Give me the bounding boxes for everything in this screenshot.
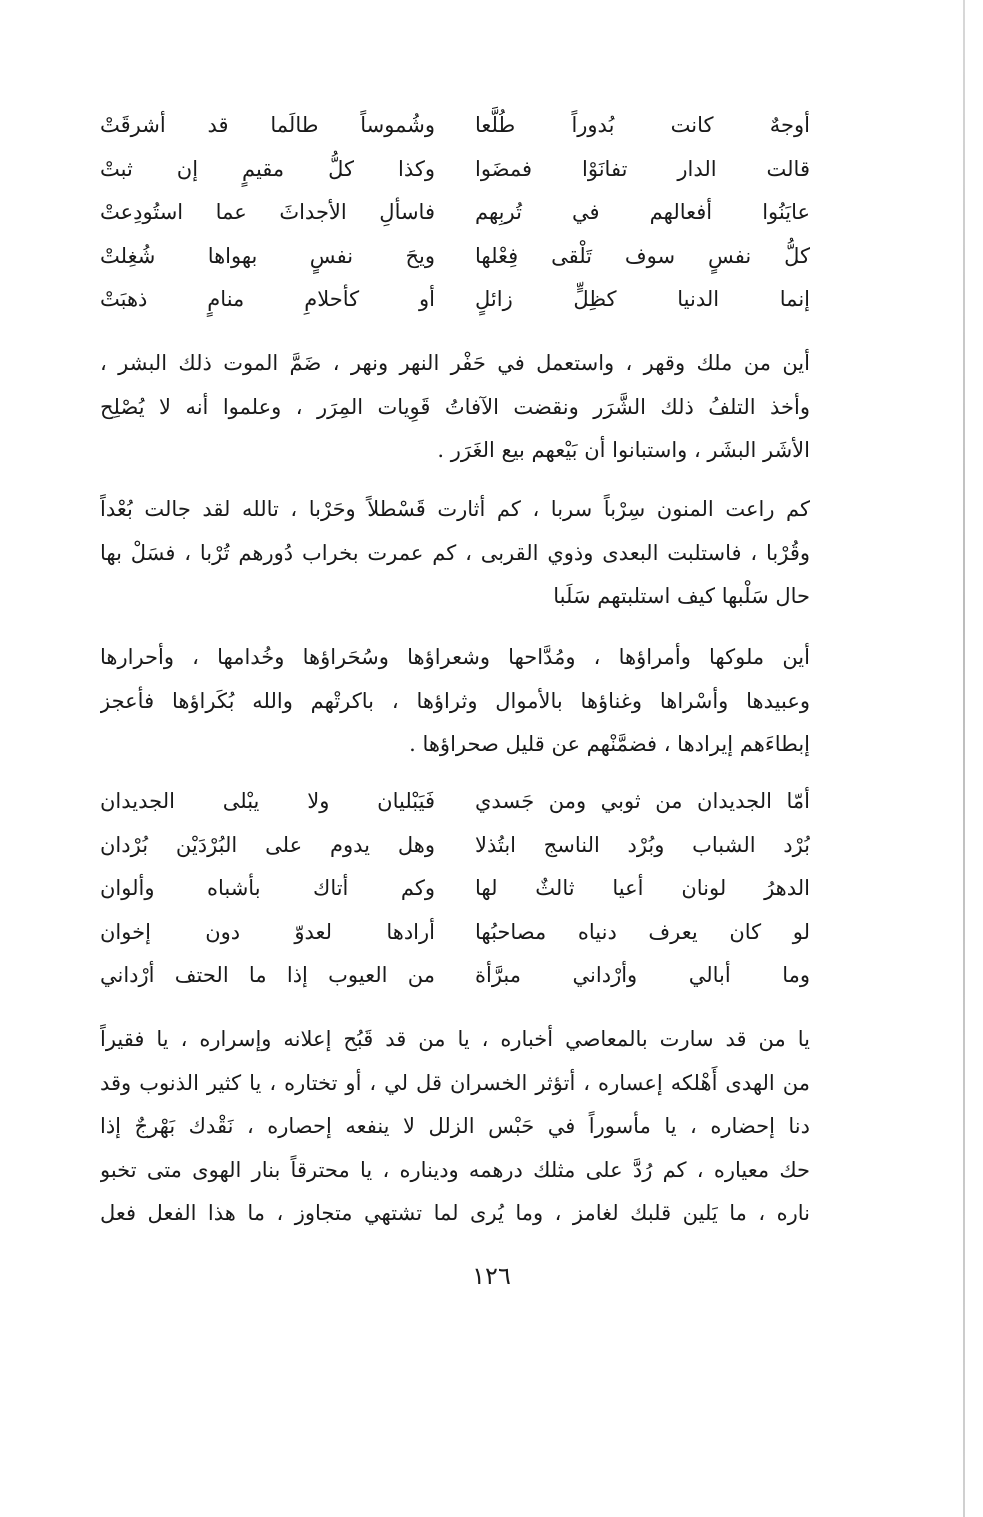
paragraph-2	[100, 488, 810, 619]
verse-second-hemistich: وهل يدوم على البُرْدَيْن بُرْدان	[100, 832, 435, 857]
verse-second-hemistich: وكذا كلُّ مقيمٍ إن ثبتْ	[100, 156, 435, 181]
verse-row	[100, 104, 810, 148]
verse-second-hemistich: وشُموساً طالَما قد أشرقَتْ	[100, 113, 435, 137]
paragraph-line: الأشَر البشَر ، واستبانوا أن بَيْعهم بيع الغَرَر .	[437, 438, 810, 462]
verse-second-hemistich: أرادها لعدوّ دون إخوان	[100, 919, 435, 944]
paragraph-line: حال سَلْبها كيف استلبتهم سَلَبا	[553, 584, 810, 608]
verse-row	[100, 278, 810, 322]
paragraph-4	[100, 1018, 810, 1236]
paragraph-line: كم راعت المنون سِرْباً سربا ، كم أثارت قَسْطلاً وحَرْبا ، تالله لقد جالت بُعْداً	[100, 497, 810, 521]
paragraph-1	[100, 342, 810, 473]
verse-first-hemistich: لو كان يعرف دنياه مصاحبُها	[475, 919, 810, 944]
paragraph-line: ناره ، ما يَلين قلبك لغامز ، وما يُرى لما تشتهي متجاوز ، ما هذا الفعل فعل	[100, 1201, 810, 1225]
poem-2	[100, 780, 810, 998]
verse-row	[100, 954, 810, 998]
paragraph-line: من الهدى أَهْلكه إعساره ، أتؤثر الخسران قل لي ، أو تختاره ، يا كثير الذنوب وقد	[100, 1070, 810, 1095]
paragraph-line: وأخذ التلفُ ذلك الشَّرَر ونقضت الآفاتُ قَوِيات المِرَر ، وعلموا أنه لا يُصْلِح	[100, 394, 810, 419]
verse-second-hemistich: ويحَ نفسٍ بهواها شُغِلتْ	[100, 243, 435, 268]
verse-first-hemistich: كلُّ نفسٍ سوف تَلْقى فِعْلها	[475, 243, 810, 268]
verse-row	[100, 824, 810, 868]
verse-row	[100, 867, 810, 911]
paragraph-line: وعبيدها وأسْراها وغناؤها بالأموال وثراؤها ، باكرتْهم والله بُكَراؤها فأعجز	[100, 688, 810, 713]
verse-first-hemistich: أوجهٌ كانت بُدوراً طُلَّعا	[475, 113, 810, 137]
paragraph-line: أين من ملك وقهر ، واستعمل في حَفْر النهر ونهر ، ضَمَّ الموت ذلك البشر ،	[100, 351, 810, 375]
verse-second-hemistich: فاسألِ الأجداثَ عما استُودِعتْ	[100, 200, 435, 224]
verse-row	[100, 191, 810, 235]
verse-row	[100, 148, 810, 192]
verse-second-hemistich: وكم أتاك بأشباه وألوان	[100, 876, 435, 900]
verse-first-hemistich: الدهرُ لونان أعيا ثالثٌ لها	[475, 876, 810, 900]
paragraph-line: دنا إحضاره ، يا مأسوراً في حَبْس الزلل لا ينفعه إحصاره ، نَقْدك بَهْرجٌ إذا	[100, 1114, 810, 1138]
verse-row	[100, 780, 810, 824]
verse-first-hemistich: قالت الدار تفانَوْا فمضَوا	[475, 156, 810, 181]
verse-first-hemistich: أمّا الجديدان من ثوبي ومن جَسدي	[475, 789, 810, 813]
paragraph-line: يا من قد سارت بالمعاصي أخباره ، يا من قد قَبُح إعلانه وإسراره ، يا فقيراً	[100, 1027, 810, 1051]
verse-second-hemistich: أو كأحلامِ منامٍ ذهبَتْ	[100, 287, 435, 311]
paragraph-line: حك معياره ، كم رُدَّ على مثلك درهمه وديناره ، يا محترقاً بنار الهوى متى تخبو	[100, 1157, 810, 1182]
paragraph-3	[100, 636, 810, 767]
paragraph-line: وقُرْبا ، فاستلبت البعدى وذوي القربى ، كم عمرت بخراب دُورهم تُرْبا ، فسَلْ بها	[100, 540, 810, 565]
verse-row	[100, 235, 810, 279]
verse-first-hemistich: عايَنُوا أفعالهم في تُربِهم	[475, 200, 810, 224]
verse-first-hemistich: بُرْد الشباب وبُرْد الناسج ابتُذلا	[475, 832, 810, 857]
paragraph-line: أين ملوكها وأمراؤها ، ومُدَّاحها وشعراؤها وسُحَراؤها وخُدامها ، وأحرارها	[100, 645, 810, 669]
verse-first-hemistich: إنما الدنيا كظِلٍّ زائلٍ	[475, 287, 810, 311]
poem-1	[100, 104, 810, 322]
page-number: ١٢٦	[472, 1262, 511, 1290]
verse-second-hemistich: من العيوب إذا ما الحتف أرْداني	[100, 963, 435, 987]
verse-second-hemistich: فَيَبْليان ولا يبْلى الجديدان	[100, 789, 435, 813]
paragraph-line: إبطاءَهم إيرادها ، فضمَّنْهم عن قليل صحراؤها .	[409, 732, 810, 756]
verse-first-hemistich: وما أبالي وأرْداني مبرَّأة	[475, 963, 810, 987]
verse-row	[100, 911, 810, 955]
